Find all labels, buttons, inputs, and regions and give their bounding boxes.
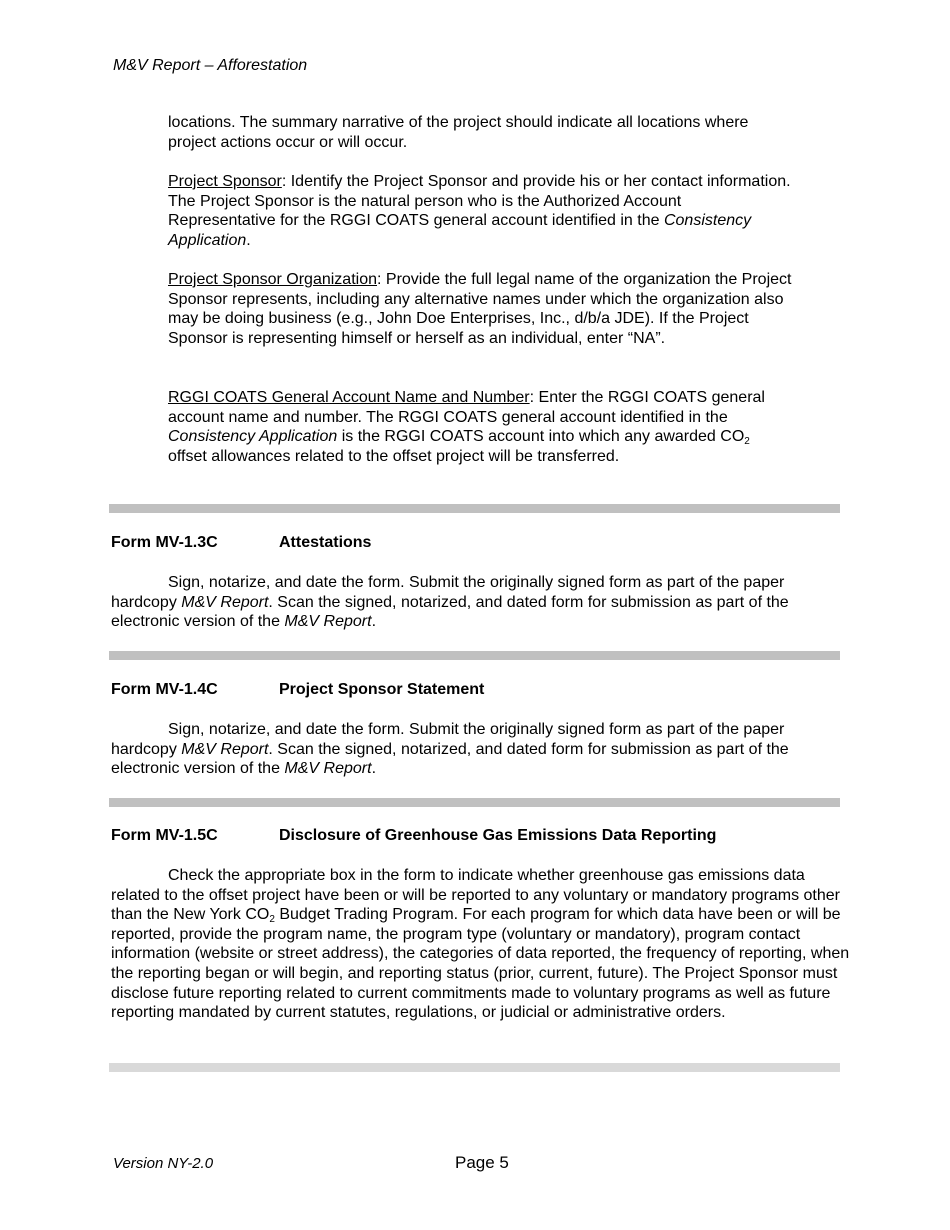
ghg-disclosure-text-2: Budget Trading Program. For each program for which data have been or will be reported, provide the program name, the program type (voluntary or mandatory), program contact information (website or street address), the categories of data reported, the frequency of reporting, when the reporting began or will begin, and reporting status (prior, current, future). The Project Sponsor must disclose future reporting related to current commitments made to voluntary programs as well as future reporting mandated by current statutes, regulations, or judicial or administrative orders. (111, 906, 850, 1022)
mv-report-ref: M&V Report (284, 760, 372, 778)
form-number: Form MV-1.5C (111, 827, 218, 844)
form-title: Project Sponsor Statement (279, 681, 485, 698)
project-sponsor-paragraph (168, 172, 793, 250)
section-divider (109, 651, 840, 660)
ghg-disclosure-text-1: Check the appropriate box in the form to indicate whether greenhouse gas emissions data related to the offset project have been or will be reported to any voluntary or mandatory programs other than the New York CO (111, 867, 840, 924)
mv-report-ref: M&V Report (181, 593, 269, 611)
general-account-term: RGGI COATS General Account Name and Number (168, 389, 530, 406)
locations-text: locations. The summary narrative of the project should indicate all locations where project actions occur or will occur. (168, 114, 749, 151)
attestations-text-1: Sign, notarize, and date the form. Submit the originally signed form as part of the paper hardcopy (111, 574, 785, 611)
co2-subscript: 2 (269, 914, 275, 926)
section-divider (109, 1063, 840, 1072)
section-heading-mv-1-5c (111, 827, 716, 845)
mv-report-ref: M&V Report (284, 613, 372, 631)
general-account-text-3: offset allowances related to the offset project will be transferred. (168, 447, 620, 465)
form-title: Disclosure of Greenhouse Gas Emissions Data Reporting (279, 827, 717, 844)
sponsor-statement-text-3: . (371, 760, 377, 778)
co2-subscript: 2 (744, 436, 750, 448)
form-title: Attestations (279, 534, 372, 551)
section-divider (109, 504, 840, 513)
section-divider (109, 798, 840, 807)
sponsor-statement-text-2: . Scan the signed, notarized, and dated form for submission as part of the electronic version of the (111, 740, 789, 778)
attestations-text-2: . Scan the signed, notarized, and dated form for submission as part of the electronic version of the (111, 593, 789, 631)
general-account-paragraph (168, 388, 793, 466)
sponsor-organization-text: : Provide the full legal name of the organization the Project Sponsor represents, including any alternative names under which the organization also may be doing business (e.g., John Doe Enterprises, Inc., d/b/a JDE). If the Project Sponsor is representing himself or herself as an individual, enter “NA”. (168, 271, 792, 347)
sponsor-statement-text-1: Sign, notarize, and date the form. Submit the originally signed form as part of the paper hardcopy (111, 721, 785, 758)
project-sponsor-term: Project Sponsor (168, 173, 282, 190)
sponsor-statement-paragraph (111, 720, 846, 779)
general-account-text-1: : Enter the RGGI COATS general account name and number. The RGGI COATS general account identified in the (168, 389, 765, 426)
general-account-text-2: is the RGGI COATS account into which any awarded CO (337, 428, 745, 446)
form-number: Form MV-1.4C (111, 681, 218, 698)
page-header: M&V Report – Afforestation (113, 57, 308, 74)
sponsor-organization-paragraph (168, 270, 793, 348)
section-heading-mv-1-3c (111, 534, 371, 552)
project-sponsor-text: : Identify the Project Sponsor and provide his or her contact information. The Project Sponsor is the natural person who is the Authorized Account Representative for the RGGI COATS general account identified in the (168, 173, 791, 230)
mv-report-ref: M&V Report (181, 740, 269, 758)
attestations-text-3: . (371, 613, 377, 631)
consistency-application-ref: Consistency Application (168, 212, 752, 249)
form-number: Form MV-1.3C (111, 534, 218, 551)
sponsor-organization-term: Project Sponsor Organization (168, 271, 377, 288)
page-number: Page 5 (455, 1153, 509, 1172)
section-heading-mv-1-4c (111, 681, 484, 699)
version-label: Version NY-2.0 (113, 1155, 214, 1172)
project-sponsor-end: . (246, 231, 251, 249)
consistency-application-ref: Consistency Application (168, 428, 338, 446)
ghg-disclosure-paragraph (111, 866, 851, 1023)
locations-paragraph (168, 113, 793, 152)
attestations-paragraph (111, 573, 846, 632)
